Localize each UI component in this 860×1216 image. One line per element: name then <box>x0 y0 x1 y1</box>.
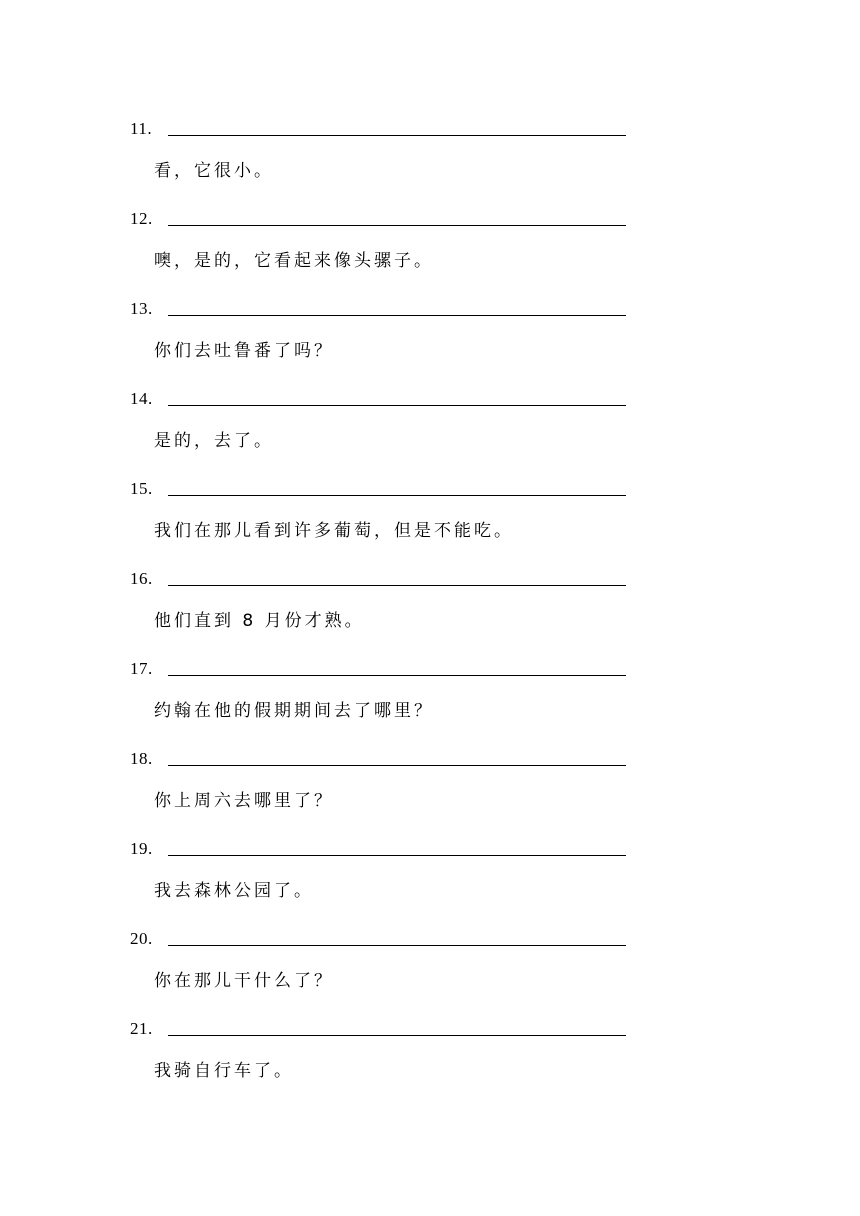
question-item-20 <box>130 927 650 1017</box>
chinese-hint: 是的，去了。 <box>154 431 274 451</box>
answer-blank[interactable] <box>168 225 626 226</box>
answer-blank[interactable] <box>168 135 626 136</box>
answer-blank[interactable] <box>168 495 626 496</box>
question-number: 11. <box>130 119 153 138</box>
question-item-21 <box>130 1017 650 1107</box>
question-line <box>130 297 630 321</box>
question-item-15 <box>130 477 650 567</box>
question-item-12 <box>130 207 650 297</box>
question-number: 18. <box>130 749 153 768</box>
question-item-16 <box>130 567 650 657</box>
question-line <box>130 117 630 141</box>
question-line <box>130 1017 630 1041</box>
chinese-hint: 看，它很小。 <box>154 161 274 181</box>
answer-blank[interactable] <box>168 405 626 406</box>
question-item-18 <box>130 747 650 837</box>
answer-blank[interactable] <box>168 855 626 856</box>
question-number: 12. <box>130 209 153 228</box>
chinese-hint: 我去森林公园了。 <box>154 881 314 901</box>
question-number: 17. <box>130 659 153 678</box>
chinese-hint: 我们在那儿看到许多葡萄，但是不能吃。 <box>154 521 514 541</box>
question-number: 14. <box>130 389 153 408</box>
question-number: 13. <box>130 299 153 318</box>
question-item-17 <box>130 657 650 747</box>
question-number: 16. <box>130 569 153 588</box>
question-item-14 <box>130 387 650 477</box>
question-line <box>130 477 630 501</box>
answer-blank[interactable] <box>168 315 626 316</box>
question-item-13 <box>130 297 650 387</box>
question-line <box>130 927 630 951</box>
answer-blank[interactable] <box>168 675 626 676</box>
chinese-hint: 你在那儿干什么了？ <box>154 971 334 991</box>
question-number: 15. <box>130 479 153 498</box>
question-item-19 <box>130 837 650 927</box>
answer-blank[interactable] <box>168 765 626 766</box>
chinese-hint: 噢，是的，它看起来像头骡子。 <box>154 251 434 271</box>
question-line <box>130 657 630 681</box>
question-line <box>130 207 630 231</box>
chinese-hint: 你们去吐鲁番了吗？ <box>154 341 334 361</box>
chinese-hint: 约翰在他的假期期间去了哪里？ <box>154 701 434 721</box>
question-number: 19. <box>130 839 153 858</box>
answer-blank[interactable] <box>168 585 626 586</box>
question-line <box>130 387 630 411</box>
answer-blank[interactable] <box>168 945 626 946</box>
chinese-hint: 你上周六去哪里了？ <box>154 791 334 811</box>
answer-blank[interactable] <box>168 1035 626 1036</box>
question-line <box>130 837 630 861</box>
question-number: 21. <box>130 1019 153 1038</box>
question-item-11 <box>130 117 650 207</box>
question-line <box>130 567 630 591</box>
question-line <box>130 747 630 771</box>
chinese-hint: 我骑自行车了。 <box>154 1061 294 1081</box>
question-number: 20. <box>130 929 153 948</box>
chinese-hint: 他们直到 8 月份才熟。 <box>154 611 365 631</box>
